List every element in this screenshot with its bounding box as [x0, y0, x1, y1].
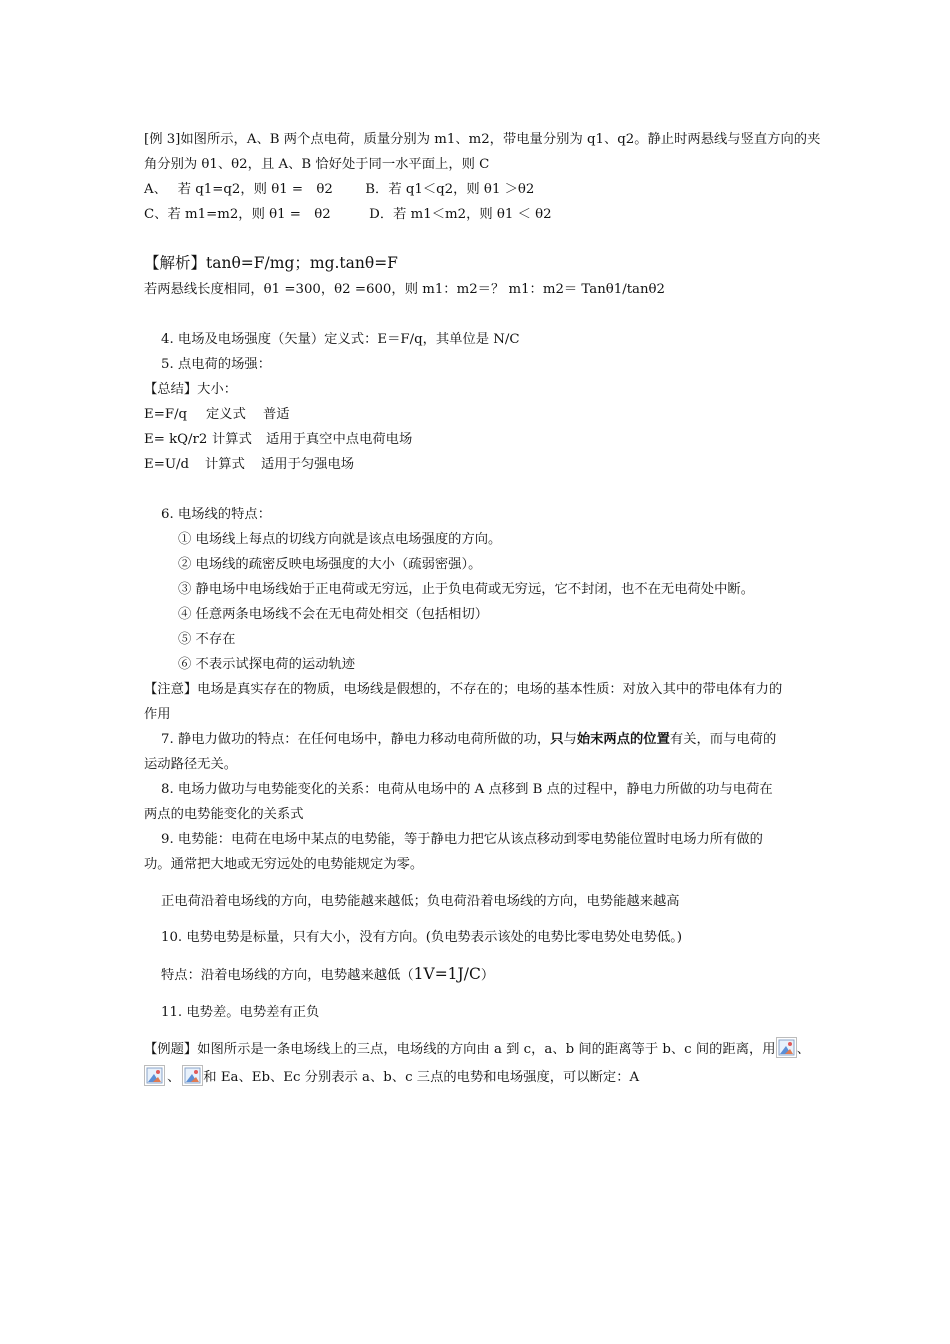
item-9-line2: 功。通常把大地或无穷远处的电势能规定为零。 [144, 857, 424, 872]
summary-kind: 计算式 [205, 457, 245, 472]
separator: 、 [796, 1042, 810, 1057]
item-6-point: ② 电场线的疏密反映电场强度的大小（疏弱密强）。 [178, 557, 482, 572]
item-10: 10. 电势电势是标量，只有大小，没有方向。(负电势表示该处的电势比零电势处电势低。) [161, 930, 683, 945]
example3-options-cd [144, 206, 552, 224]
item-6-title: 6. 电场线的特点： [161, 507, 271, 522]
item-5: 5. 点电荷的场强： [161, 357, 271, 372]
summary-scope: 普适 [263, 407, 290, 422]
summary-row [144, 431, 412, 449]
item-7-emphasis: 始末两点的位置 [576, 732, 670, 747]
item-8-line2: 两点的电势能变化的关系式 [144, 807, 304, 822]
analysis-line2: 若两悬线长度相同，θ1 =300，θ2 =600，则 m1：m2＝？ m1：m2＝ Tanθ1/tanθ2 [144, 282, 665, 297]
item-6-point: ④ 任意两条电场线不会在无电荷处相交（包括相切） [178, 607, 489, 622]
example3-line1: [例 3]如图所示，A、B 两个点电荷，质量分别为 m1、m2，带电量分别为 q1、q2。静止时两悬线与竖直方向的夹 [144, 132, 821, 147]
item-7-text: 7. 静电力做功的特点：在任何电场中，静电力移动电荷所做的功， [161, 732, 551, 747]
broken-image-icon [182, 1065, 203, 1086]
summary-row [144, 406, 290, 424]
note-line1: 【注意】电场是真实存在的物质，电场线是假想的，不存在的；电场的基本性质：对放入其中的带电体有力的 [144, 682, 783, 697]
item-11: 11. 电势差。电势差有正负 [161, 1005, 320, 1020]
item-4: 4. 电场及电场强度（矢量）定义式：E＝F/q，其单位是 N/C [161, 332, 520, 347]
summary-kind: 计算式 [212, 432, 252, 447]
example-problem-text: 和 Ea、Eb、Ec 分别表示 a、b、c 三点的电势和电场强度，可以断定：A [203, 1070, 640, 1085]
item-6-point: ⑤ 不存在 [178, 632, 236, 647]
feature-line [161, 965, 494, 985]
summary-kind: 定义式 [206, 407, 246, 422]
option-c: C、若 m1=m2，则 θ1 = θ2 [144, 207, 331, 222]
analysis-line1: 【解析】tanθ=F/mg；mg.tanθ=F [144, 254, 398, 272]
item-6-point: ③ 静电场中电场线始于正电荷或无穷远，止于负电荷或无穷远，它不封闭，也不在无电荷处中断。 [178, 582, 754, 597]
summary-scope: 适用于匀强电场 [261, 457, 355, 472]
broken-image-icon [144, 1065, 165, 1086]
item-6-point: ① 电场线上每点的切线方向就是该点电场强度的方向。 [178, 532, 502, 547]
broken-image-icon [776, 1037, 797, 1058]
item-7-text: 与 [563, 732, 577, 747]
example-problem-line2 [144, 1065, 639, 1087]
item-7-text: 有关，而与电荷的 [669, 732, 777, 747]
potential-energy-note: 正电荷沿着电场线的方向，电势能越来越低；负电荷沿着电场线的方向，电势能越来越高 [161, 894, 680, 909]
example3-line2: 角分别为 θ1、θ2，且 A、B 恰好处于同一水平面上，则 C [144, 157, 490, 172]
item-6-point: ⑥ 不表示试探电荷的运动轨迹 [178, 657, 356, 672]
item-8-line1: 8. 电场力做功与电势能变化的关系：电荷从电场中的 A 点移到 B 点的过程中，静电力所做的功与电荷在 [161, 782, 773, 797]
separator: 、 [167, 1070, 181, 1085]
feature-formula: 1V=1J/C [413, 965, 481, 983]
summary-scope: 适用于真空中点电荷电场 [266, 432, 413, 447]
example-problem-line1 [144, 1037, 810, 1059]
summary-formula: E=F/q [144, 407, 188, 422]
summary-title: 【总结】大小： [144, 382, 238, 397]
note-line2: 作用 [144, 707, 171, 722]
summary-row [144, 456, 354, 474]
summary-formula: E= kQ/r2 [144, 432, 208, 447]
feature-close: ） [480, 968, 495, 983]
item-7-line1 [161, 731, 776, 749]
option-b: B．若 q1＜q2，则 θ1 ＞θ2 [365, 182, 535, 197]
example-problem-text: 【例题】如图所示是一条电场线上的三点，电场线的方向由 a 到 c，a、b 间的距离等于 b、c 间的距离，用 [144, 1042, 776, 1057]
item-7-line2: 运动路径无关。 [144, 757, 238, 772]
option-a: A、 若 q1=q2，则 θ1 = θ2 [144, 182, 333, 197]
example3-options-ab [144, 181, 534, 199]
option-d: D．若 m1＜m2，则 θ1 ＜ θ2 [369, 207, 552, 222]
feature-text: 特点：沿着电场线的方向，电势越来越低（ [161, 968, 414, 983]
item-7-emphasis: 只 [550, 732, 564, 747]
item-9-line1: 9. 电势能：电荷在电场中某点的电势能，等于静电力把它从该点移动到零电势能位置时电场力所有做的 [161, 832, 763, 847]
summary-formula: E=U/d [144, 457, 190, 472]
